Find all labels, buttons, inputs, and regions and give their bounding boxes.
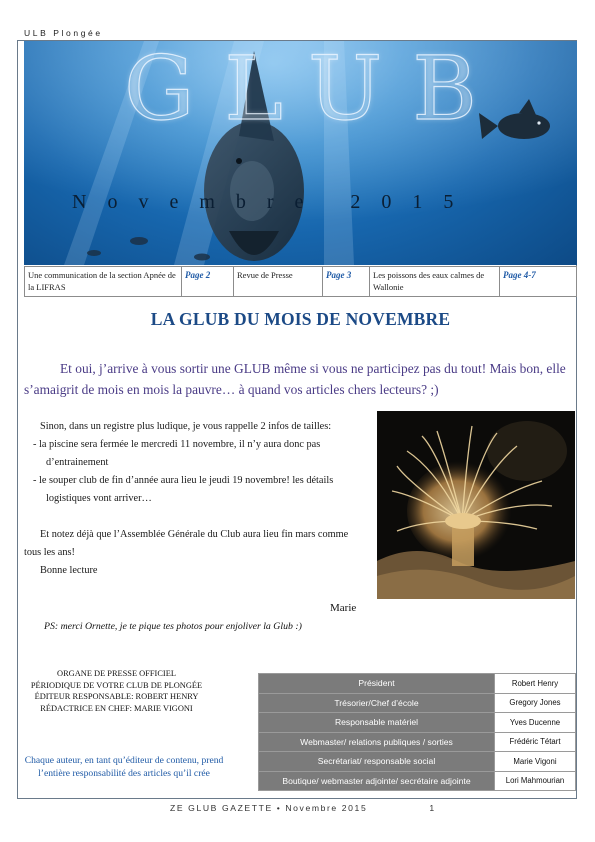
page-footer — [170, 803, 434, 813]
closing-line: Bonne lecture — [40, 565, 98, 576]
spacer — [24, 508, 364, 526]
toc-item-title: Les poissons des eaux calmes de Wallonie — [370, 267, 500, 297]
cover-banner — [24, 41, 577, 265]
committee-role: Webmaster/ relations publiques / sorties — [259, 732, 495, 752]
masthead-line: PÉRIODIQUE DE VOTRE CLUB DE PLONGÉE — [30, 680, 203, 690]
issue-date: Novembre 2015 — [72, 191, 475, 213]
bullet-item: - la piscine sera fermée le mercredi 11 novembre, il n’y aura donc pas d’entrainement — [33, 439, 321, 468]
masthead-title: GLUB — [124, 41, 507, 140]
author-disclaimer: Chaque auteur, en tant qu’éditeur de contenu, prend l’entière responsabilité des articles qu’il crée — [24, 755, 224, 779]
toc-item-title: Revue de Presse — [234, 267, 323, 297]
signature: Marie — [330, 602, 357, 614]
committee-role: Responsable matériel — [259, 713, 495, 733]
committee-table — [258, 673, 576, 791]
toc-item-page[interactable]: Page 2 — [182, 267, 234, 297]
committee-member: Frédéric Tétart — [495, 732, 576, 752]
committee-member: Marie Vigoni — [495, 752, 576, 772]
committee-member: Robert Henry — [495, 674, 576, 694]
table-row — [259, 693, 576, 713]
article-intro: Et oui, j’arrive à vous sortir une GLUB même si vous ne participez pas du tout! Mais bon, elle s’amaigrit de mois en mois la pauvre… à quand vos articles chers lecteurs? ;) — [24, 361, 566, 397]
committee-role: Président — [259, 674, 495, 694]
toc-item-page[interactable]: Page 3 — [323, 267, 370, 297]
masthead-line: ORGANE DE PRESSE OFFICIEL — [57, 669, 176, 678]
table-row — [259, 771, 576, 791]
table-row — [259, 713, 576, 733]
club-label: ULB Plongée — [24, 28, 103, 38]
table-of-contents — [24, 266, 577, 297]
bullet-item: - le souper club de fin d’année aura lieu le jeudi 19 novembre! les détails logistiques vont arriver… — [33, 475, 334, 504]
committee-role: Boutique/ webmaster adjointe/ secrétaire adjointe — [259, 771, 495, 791]
committee-role: Secrétariat/ responsable social — [259, 752, 495, 772]
table-row — [259, 674, 576, 694]
page-number: 1 — [429, 803, 435, 813]
committee-role: Trésorier/Chef d’école — [259, 693, 495, 713]
sea-anemone-icon — [377, 411, 575, 599]
table-row — [259, 752, 576, 772]
postscript: PS: merci Ornette, je te pique tes photos pour enjoliver la Glub :) — [44, 621, 302, 632]
toc-item-page[interactable]: Page 4-7 — [500, 267, 577, 297]
masthead-info — [24, 668, 209, 714]
body-paragraph: Et notez déjà que l’Assemblée Générale du Club aura lieu fin mars comme tous les ans! — [24, 529, 349, 558]
masthead-line: RÉDACTRICE EN CHEF: MARIE VIGONI — [40, 703, 193, 713]
sea-anemone-photo — [377, 411, 575, 599]
committee-member: Gregory Jones — [495, 693, 576, 713]
article-headline: LA GLUB DU MOIS DE NOVEMBRE — [150, 309, 451, 329]
masthead-line: ÉDITEUR RESPONSABLE: ROBERT HENRY — [34, 692, 199, 701]
committee-member: Yves Ducenne — [495, 713, 576, 733]
toc-item-title: Une communication de la section Apnée de la LIFRAS — [25, 267, 182, 297]
footer-text: ZE GLUB GAZETTE • Novembre 2015 — [170, 803, 368, 813]
body-paragraph: Sinon, dans un registre plus ludique, je vous rappelle 2 infos de tailles: — [40, 421, 332, 432]
table-row — [259, 732, 576, 752]
article-body — [24, 418, 364, 580]
committee-member: Lori Mahmourian — [495, 771, 576, 791]
